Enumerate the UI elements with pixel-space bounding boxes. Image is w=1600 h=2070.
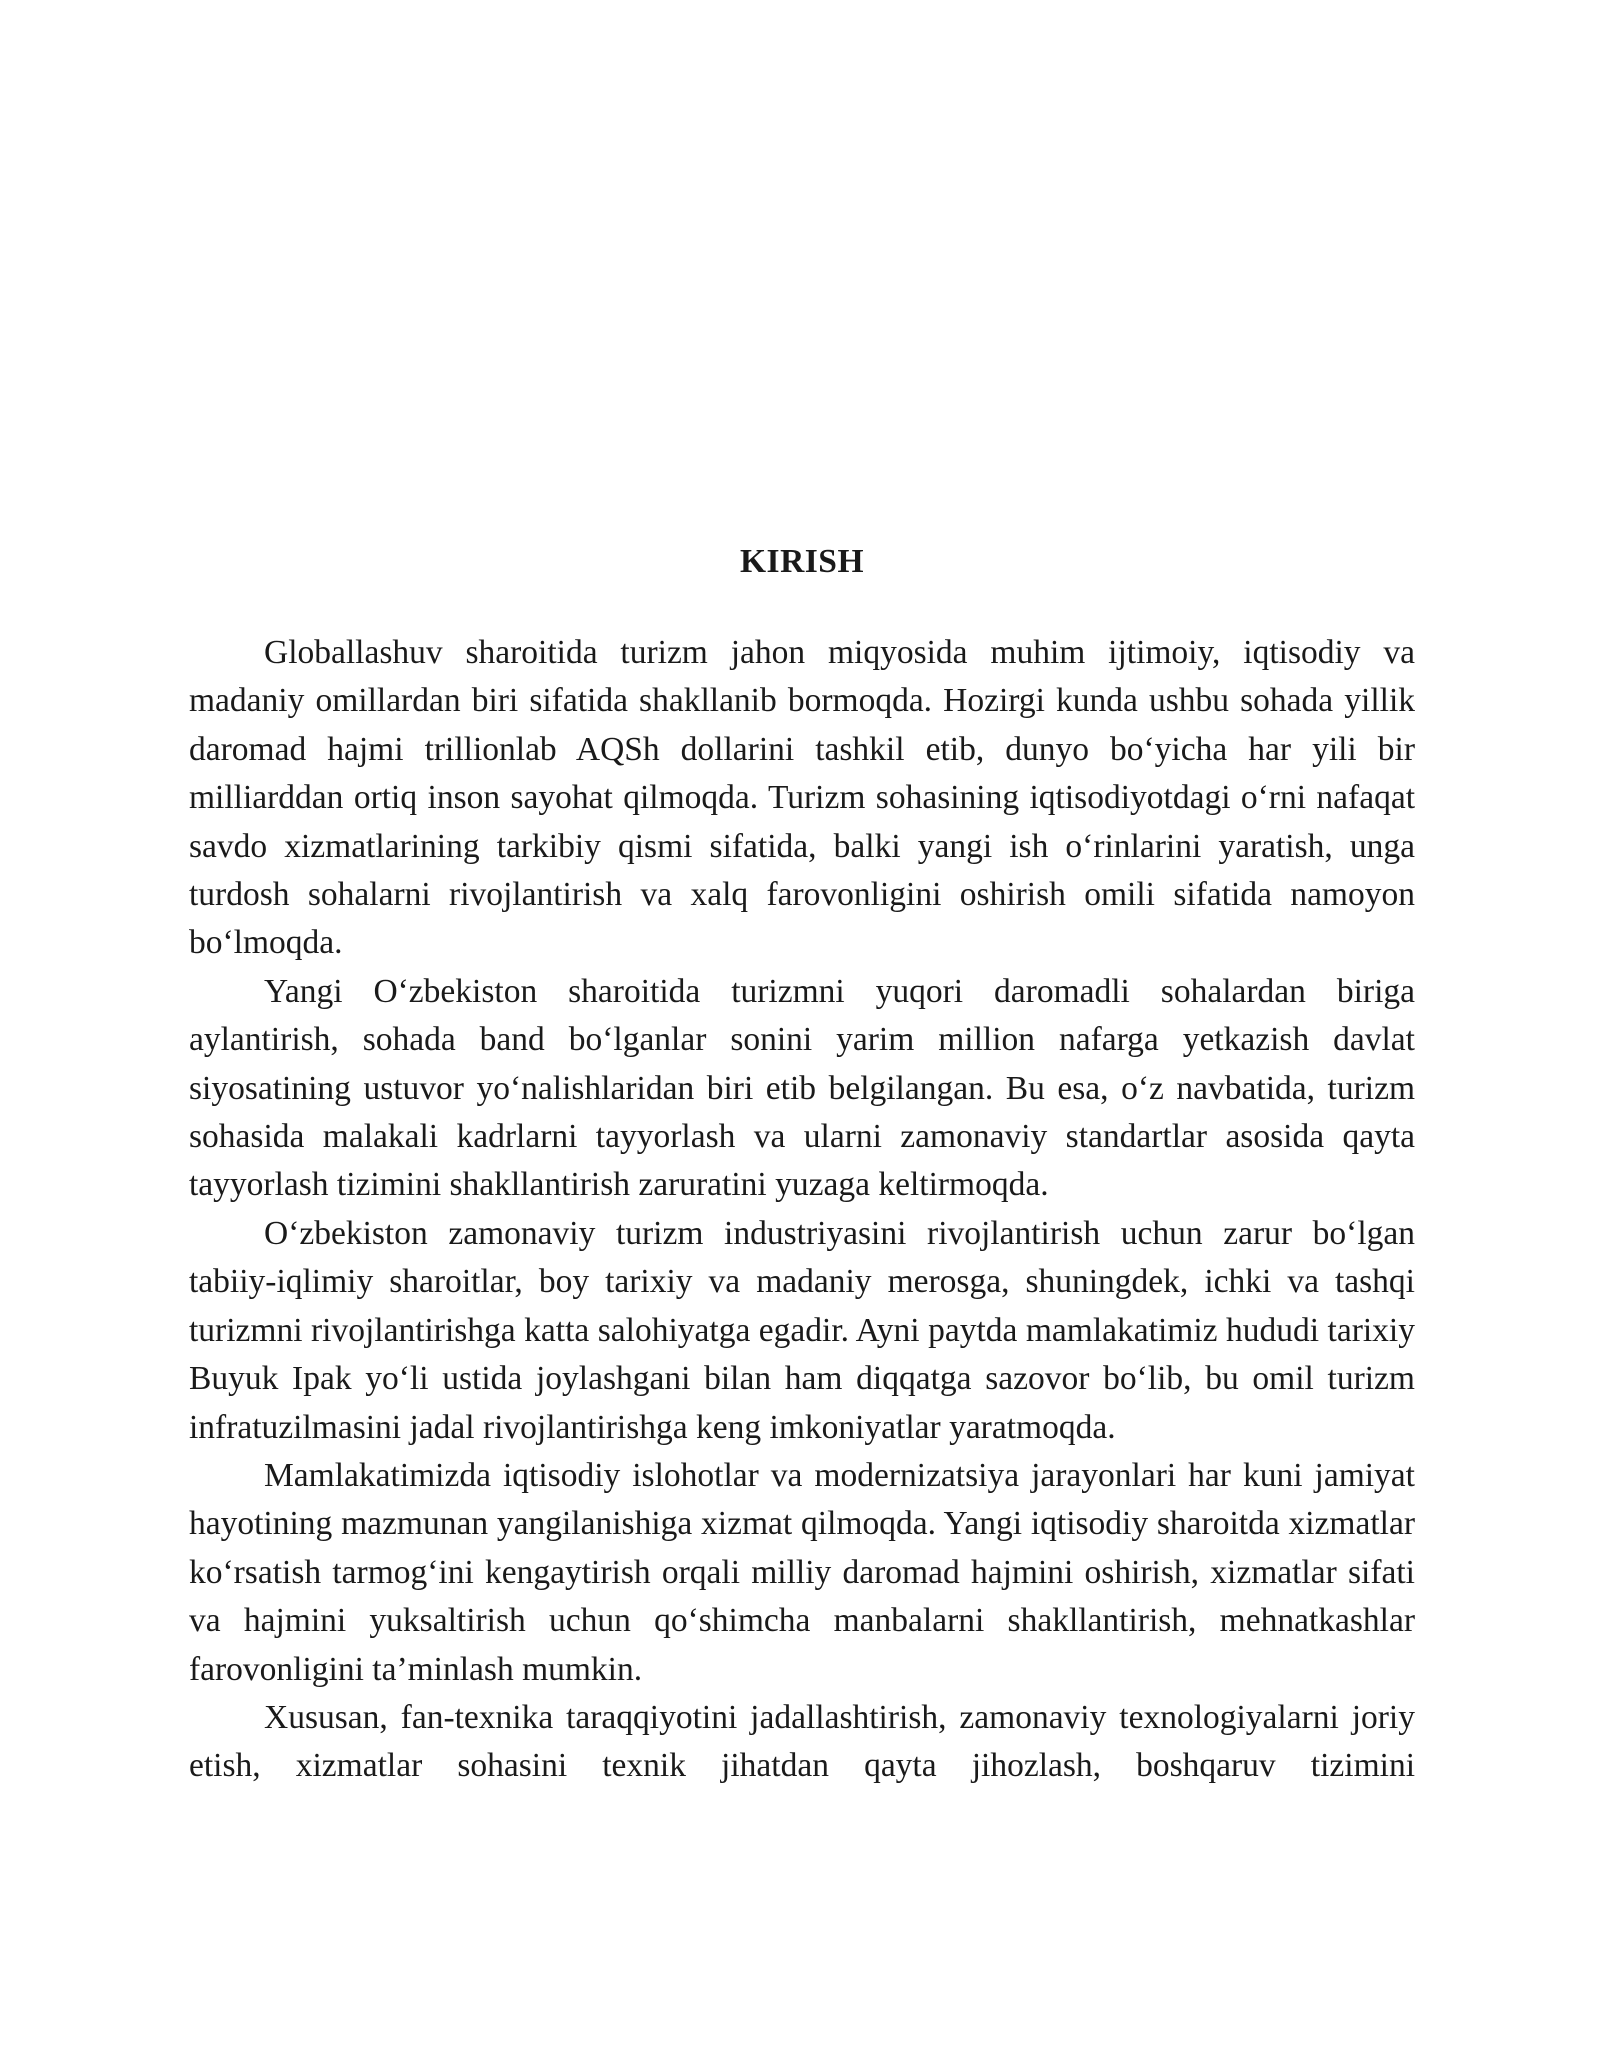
paragraph-2: Yangi O‘zbekiston sharoitida turizmni yuqori daromadli sohalardan biriga aylantirish, sohada band bo‘lganlar sonini yarim million nafarga yetkazish davlat siyosatining ustuvor yo‘nalishlaridan biri etib belgilangan. Bu esa, o‘z navbatida, turizm sohasida malakali kadrlarni tayyorlash va ularni zamonaviy standartlar asosida qayta tayyorlash tizimini shakllantirish zaruratini yuzaga keltirmoqda. [189,972,1415,1204]
paragraph-3: O‘zbekiston zamonaviy turizm industriyasini rivojlantirish uchun zarur bo‘lgan tabiiy-iqlimiy sharoitlar, boy tarixiy va madaniy merosga, shuningdek, ichki va tashqi turizmni rivojlantirishga katta salohiyatga egadir. Ayni paytda mamlakatimiz hududi tarixiy Buyuk Ipak yo‘li ustida joylashgani bilan ham diqqatga sazovor bo‘lib, bu omil turizm infratuzilmasini jadal rivojlantirishga keng imkoniyatlar yaratmoqda. [189,1214,1415,1446]
document-body [189,538,1415,1791]
paragraph-4: Mamlakatimizda iqtisodiy islohotlar va modernizatsiya jarayonlari har kuni jamiyat hayotining mazmunan yangilanishiga xizmat qilmoqda. Yangi iqtisodiy sharoitda xizmatlar ko‘rsatish tarmog‘ini kengaytirish orqali milliy daromad hajmini oshirish, xizmatlar sifati va hajmini yuksaltirish uchun qo‘shimcha manbalarni shakllantirish, mehnatkashlar farovonligini ta’minlash mumkin. [189,1456,1415,1688]
paragraph-5: Xususan, fan-texnika taraqqiyotini jadallashtirish, zamonaviy texnologiyalarni joriy etish, xizmatlar sohasini texnik jihatdan qayta jihozlash, boshqaruv tizimini [189,1698,1415,1785]
section-heading: KIRISH [739,543,864,580]
paragraph-1: Globallashuv sharoitida turizm jahon miqyosida muhim ijtimoiy, iqtisodiy va madaniy omillardan biri sifatida shakllanib bormoqda. Hozirgi kunda ushbu sohada yillik daromad hajmi trillionlab AQSh dollarini tashkil etib, dunyo bo‘yicha har yili bir milliarddan ortiq inson sayohat qilmoqda. Turizm sohasining iqtisodiyotdagi o‘rni nafaqat savdo xizmatlarining tarkibiy qismi sifatida, balki yangi ish o‘rinlarini yaratish, unga turdosh sohalarni rivojlantirish va xalq farovonligini oshirish omili sifatida namoyon bo‘lmoqda. [189,634,1415,962]
